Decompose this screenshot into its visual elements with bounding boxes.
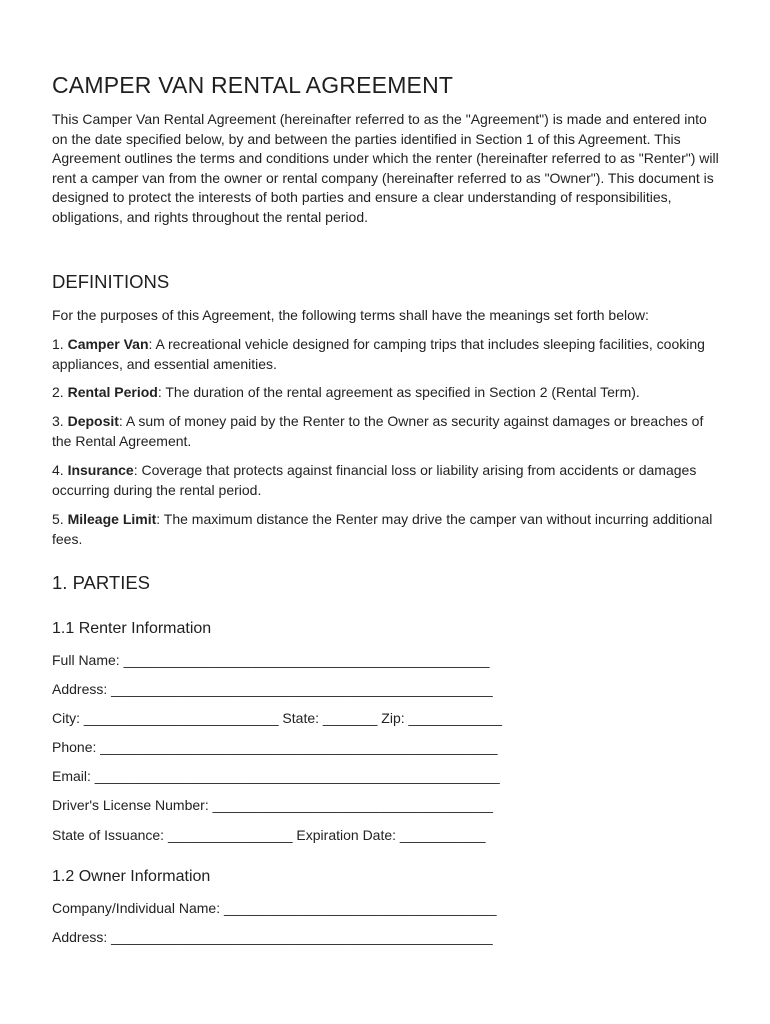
renter-city-state-zip-field[interactable]: City: _________________________ State: _______ Zip: ____________ [52,710,502,726]
definition-text: : A recreational vehicle designed for camping trips that includes sleeping facilities, cooking appliances, and essential amenities. [52,336,705,372]
owner-name-field[interactable]: Company/Individual Name: ___________________________________ [52,900,497,916]
intro-paragraph: This Camper Van Rental Agreement (hereinafter referred to as the "Agreement") is made and entered into on the date specified below, by and between the parties identified in Section 1 of this Agreement. This Agreement outlines the terms and conditions under which the renter (hereinafter referred to as "Renter") will rent a camper van from the owner or rental company (hereinafter referred to as "Owner"). This document is designed to protect the interests of both parties and ensure a clear understanding of responsibilities, obligations, and rights throughout the rental period. [52,111,719,225]
definition-item [52,335,724,374]
definitions-lead: For the purposes of this Agreement, the following terms shall have the meanings set forth below: [52,307,649,323]
definition-text: : Coverage that protects against financial loss or liability arising from accidents or damages occurring during the rental period. [52,462,697,498]
definition-item [52,461,724,500]
definition-term: Deposit [67,413,119,429]
definition-number: 1. [52,336,68,352]
renter-phone-field[interactable]: Phone: ___________________________________________________ [52,739,498,755]
renter-full-name-field[interactable]: Full Name: _______________________________________________ [52,652,490,668]
parties-heading: 1. PARTIES [52,572,151,593]
definition-term: Camper Van [67,336,149,352]
definition-text: : A sum of money paid by the Renter to the Owner as security against damages or breaches of the Rental Agreement. [52,413,704,449]
definition-number: 5. [52,511,68,527]
renter-info-heading: 1.1 Renter Information [52,620,212,637]
definition-number: 4. [52,462,68,478]
definition-item [52,510,724,549]
owner-address-field[interactable]: Address: _________________________________________________ [52,929,493,945]
renter-address-field[interactable]: Address: _________________________________________________ [52,681,493,697]
renter-license-number-field[interactable]: Driver's License Number: ____________________________________ [52,797,493,813]
definition-text: : The duration of the rental agreement as specified in Section 2 (Rental Term). [157,384,640,400]
renter-email-field[interactable]: Email: ____________________________________________________ [52,768,500,784]
definition-term: Mileage Limit [67,511,157,527]
owner-info-heading: 1.2 Owner Information [52,868,211,885]
definition-text: : The maximum distance the Renter may drive the camper van without incurring additional fees. [52,511,713,547]
definition-number: 3. [52,413,68,429]
definition-term: Rental Period [67,384,158,400]
definition-item [52,412,724,451]
definition-term: Insurance [67,462,134,478]
document-title: CAMPER VAN RENTAL AGREEMENT [52,72,454,98]
definition-number: 2. [52,384,68,400]
definitions-heading: DEFINITIONS [52,271,170,292]
definition-item [52,383,724,403]
renter-issuance-expiration-field[interactable]: State of Issuance: ________________ Expiration Date: ___________ [52,827,486,843]
